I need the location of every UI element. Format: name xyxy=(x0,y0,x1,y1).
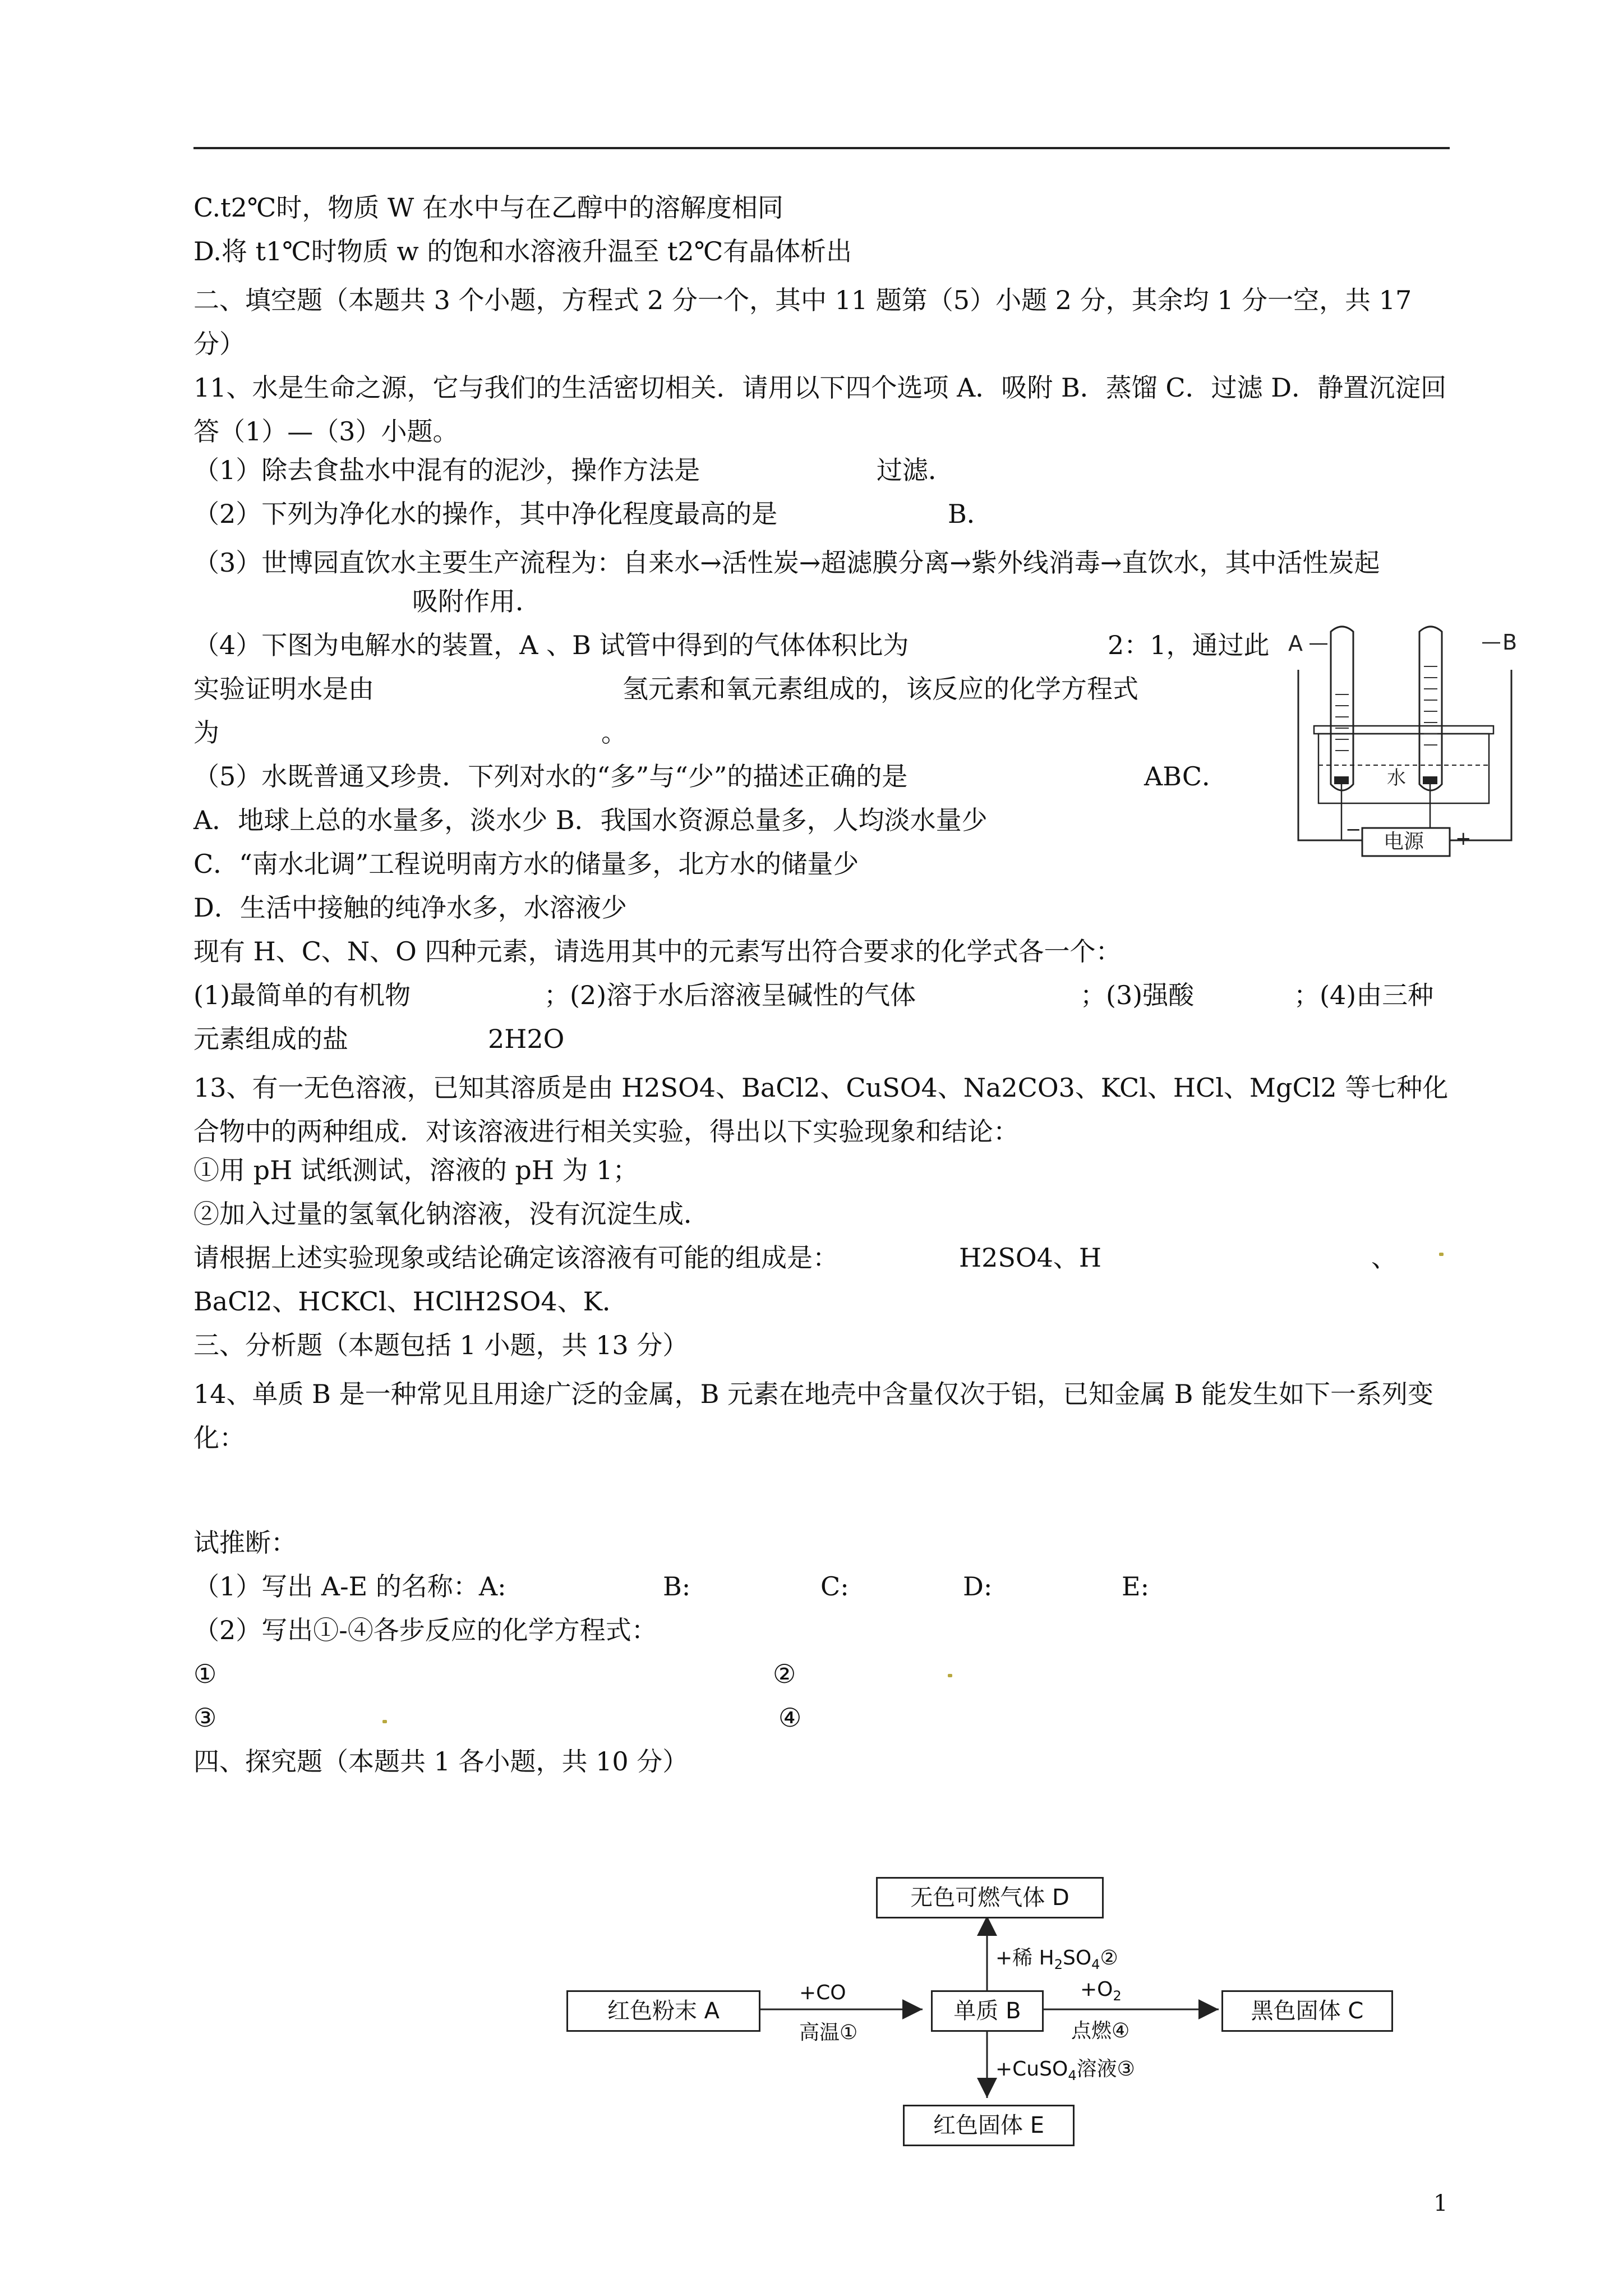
label-cuso4-solution: +CuSO$_4$溶液③ xyxy=(995,2058,1135,2084)
option-c-line: C.t2℃时，物质 W 在水中与在乙醇中的溶解度相同 xyxy=(193,192,783,223)
q13-separator: 、 xyxy=(1371,1243,1397,1273)
q11-4-text-3: 为 xyxy=(193,717,219,748)
plus-terminal-label: + xyxy=(1455,827,1472,850)
q11-5-option-ab: A．地球上总的水量多，淡水少 B．我国水资源总量多，人均淡水量少 xyxy=(193,805,988,835)
q14-2-text: （2）写出①-④各步反应的化学方程式： xyxy=(193,1615,657,1645)
label-co: +CO xyxy=(799,1981,846,2004)
equation-3-marker: ③ xyxy=(193,1703,217,1733)
q11-2-text: （2）下列为净化水的操作，其中净化程度最高的是 xyxy=(193,499,778,529)
equation-1-marker: ① xyxy=(193,1659,217,1689)
section-4-heading: 四、探究题（本题共 1 各小题，共 10 分） xyxy=(193,1746,689,1777)
header-rule xyxy=(193,147,1450,149)
q11-5-option-c: C．“南水北调”工程说明南方水的储量多，北方水的储量少 xyxy=(193,849,859,879)
q13-condition-2: ②加入过量的氢氧化钠溶液，没有沉淀生成． xyxy=(193,1199,709,1229)
q11-3-answer: 吸附作用． xyxy=(412,586,541,616)
option-d-line: D.将 t1℃时物质 w 的饱和水溶液升温至 t2℃有晶体析出 xyxy=(193,236,852,266)
q11-4-answer-composition: 氢元素和氧元素组成的，该反应的化学方程式 xyxy=(623,674,1138,704)
equation-4-marker: ④ xyxy=(778,1703,802,1733)
water-label: 水 xyxy=(1387,767,1406,789)
q11-5-answer: ABC． xyxy=(1144,761,1228,792)
q12-part-3: ；(3)强酸 xyxy=(1080,980,1195,1010)
q12-part-2: ；(2)溶于水后溶液呈碱性的气体 xyxy=(544,980,916,1010)
q11-4-period: 。 xyxy=(601,717,627,748)
q12-part-4-cont: 元素组成的盐 xyxy=(193,1024,348,1054)
q11-4-answer-ratio: 2：1，通过此 xyxy=(1108,630,1270,660)
q13-answer-part-2: BaCl2、HCKCl、HClH2SO4、K． xyxy=(193,1286,629,1317)
q11-3-text: （3）世博园直饮水主要生产流程为：自来水→活性炭→超滤膜分离→紫外线消毒→直饮水，其中活性炭起 xyxy=(193,547,1380,578)
box-gas-d: 无色可燃气体 D xyxy=(876,1877,1104,1918)
stray-mark xyxy=(948,1674,952,1677)
q14-1-e: E: xyxy=(1122,1571,1150,1602)
tube-a-label: A xyxy=(1288,631,1303,656)
section-2-heading: 二、填空题（本题共 3 个小题，方程式 2 分一个，其中 11 题第（5）小题 2 分，其余均 1 分一空，共 17 分） xyxy=(193,285,1412,359)
question-11-stem: 11、水是生命之源，它与我们的生活密切相关．请用以下四个选项 A．吸附 B．蒸馏 C．过滤 D．静置沉淀回答（1）—（3）小题。 xyxy=(193,372,1447,447)
label-dilute-h2so4: +稀 $H_2SO_4②$ xyxy=(995,1947,1118,1973)
q11-5-option-d: D．生活中接触的纯净水多，水溶液少 xyxy=(193,892,627,923)
box-solid-e: 红色固体 E xyxy=(903,2105,1075,2146)
q12-part-1: (1)最简单的有机物 xyxy=(193,980,411,1010)
box-powder-a: 红色粉末 A xyxy=(566,1990,760,2032)
q13-condition-1: ①用 pH 试纸测试，溶液的 pH 为 1； xyxy=(193,1155,639,1185)
q14-1-text: （1）写出 A-E 的名称：A: xyxy=(193,1571,506,1602)
minus-terminal-label: − xyxy=(1345,818,1362,841)
stray-mark xyxy=(1439,1253,1444,1256)
electrolysis-apparatus-figure xyxy=(1287,616,1523,880)
tube-b-label: B xyxy=(1502,630,1518,655)
stray-mark xyxy=(382,1720,387,1723)
q13-question: 请根据上述实验现象或结论确定该溶液有可能的组成是： xyxy=(193,1243,838,1273)
q14-1-c: C: xyxy=(820,1571,849,1602)
q11-2-answer: B． xyxy=(948,499,993,529)
q11-4-text-2: 实验证明水是由 xyxy=(193,674,374,704)
label-high-temp: 高温① xyxy=(799,2021,858,2044)
equation-2-marker: ② xyxy=(773,1659,796,1689)
question-13-stem: 13、有一无色溶液，已知其溶质是由 H2SO4、BaCl2、CuSO4、Na2CO3、KCl、HCl、MgCl2 等七种化合物中的两种组成．对该溶液进行相关实验，得出以下实验现象和结论： xyxy=(193,1073,1449,1147)
q11-5-text: （5）水既普通又珍贵．下列对水的“多”与“少”的描述正确的是 xyxy=(193,761,908,792)
inference-heading: 试推断： xyxy=(193,1527,297,1558)
box-element-b: 单质 B xyxy=(931,1990,1044,2032)
q14-1-d: D: xyxy=(963,1571,993,1602)
q11-1-answer: 过滤． xyxy=(877,455,954,485)
power-source-label: 电源 xyxy=(1384,830,1424,853)
label-ignite: 点燃④ xyxy=(1071,2019,1130,2042)
q13-answer-part-1: H2SO4、H xyxy=(959,1243,1101,1273)
q14-1-b: B: xyxy=(663,1571,691,1602)
question-12-stem: 现有 H、C、N、O 四种元素，请选用其中的元素写出符合要求的化学式各一个： xyxy=(193,936,1122,967)
q12-answer: 2H2O xyxy=(488,1024,565,1054)
box-solid-c: 黑色固体 C xyxy=(1221,1990,1393,2032)
question-14-stem: 14、单质 B 是一种常见且用途广泛的金属，B 元素在地壳中含量仅次于铝，已知金属 B 能发生如下一系列变化： xyxy=(193,1379,1434,1453)
q12-part-4: ；(4)由三种 xyxy=(1294,980,1434,1010)
page-number: 1 xyxy=(1433,2191,1448,2216)
label-oxygen: $+O_2$ xyxy=(1080,1978,1122,2004)
section-3-heading: 三、分析题（本题包括 1 小题，共 13 分） xyxy=(193,1330,689,1360)
reaction-flow-chart xyxy=(566,1851,1441,2165)
q11-1-text: （1）除去食盐水中混有的泥沙，操作方法是 xyxy=(193,455,700,485)
q11-4-text: （4）下图为电解水的装置，A 、B 试管中得到的气体体积比为 xyxy=(193,630,909,660)
